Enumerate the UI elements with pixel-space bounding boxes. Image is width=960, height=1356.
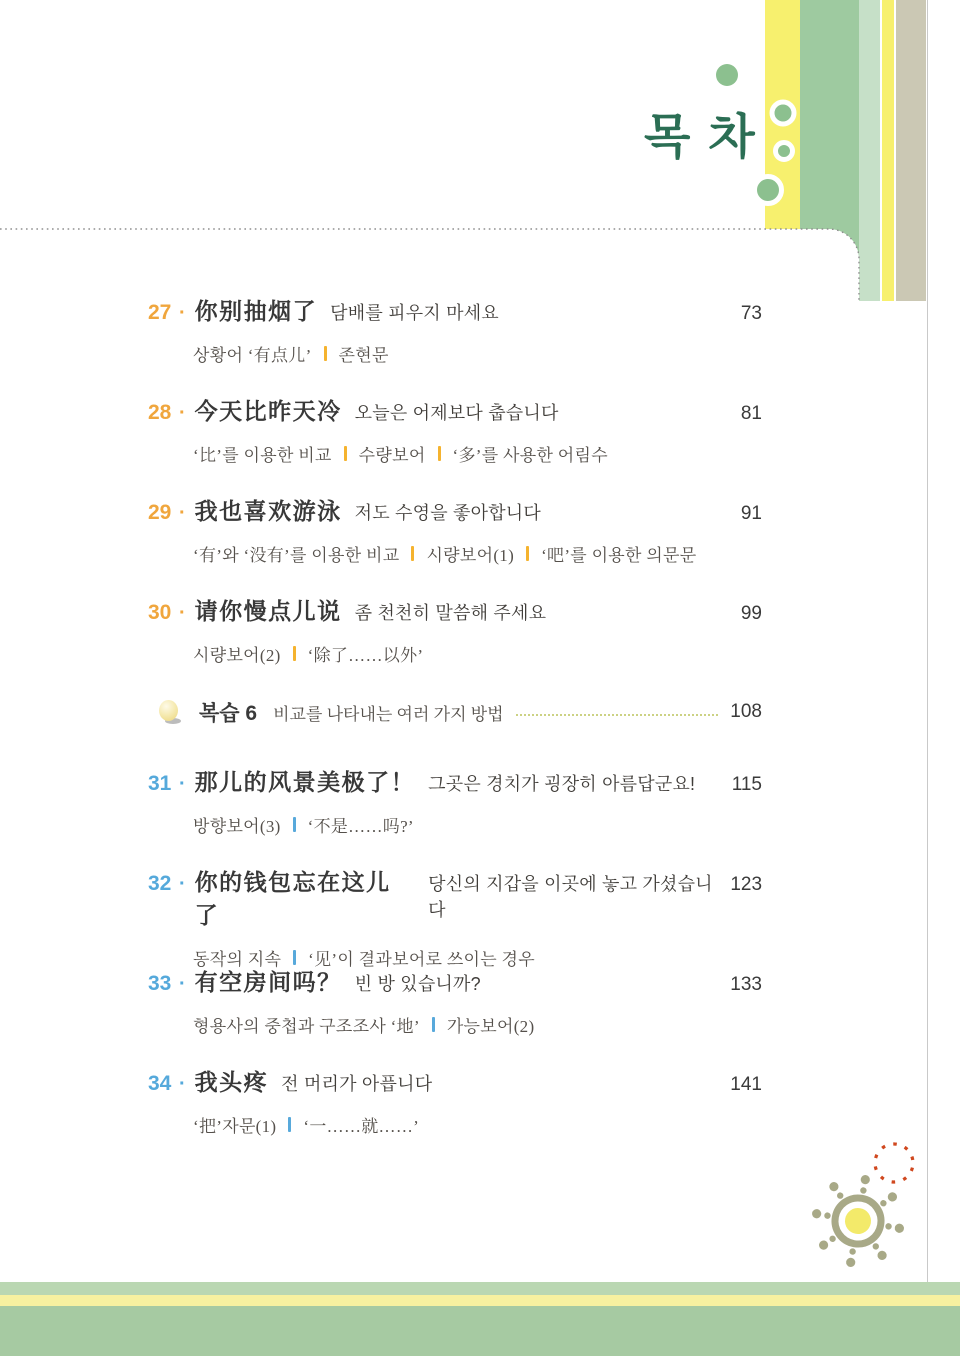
grammar-item: ‘一……就……’ <box>303 1117 420 1136</box>
grammar-item: 시량보어(1) <box>426 546 515 565</box>
separator-bar <box>293 646 296 661</box>
entry-title-zh: 我头疼 <box>194 1069 269 1095</box>
separator-bar <box>288 1117 291 1132</box>
toc-entry <box>148 593 762 666</box>
entry-grammar <box>193 341 762 366</box>
entry-page: 133 <box>730 974 762 995</box>
grammar-item: ‘不是……吗?’ <box>307 817 414 836</box>
green-dot-icon <box>716 64 738 86</box>
entry-number: 31 <box>148 772 172 795</box>
dotted-leader <box>516 714 719 716</box>
entry-number: 34 <box>148 1072 172 1095</box>
toc-entry <box>148 1064 762 1137</box>
toc-entry-main-row <box>148 293 762 326</box>
grammar-item: ‘把’자문(1) <box>193 1117 277 1136</box>
entry-grammar <box>193 541 762 566</box>
entry-title-zh: 那儿的风景美极了！ <box>194 769 416 795</box>
separator-bar <box>344 446 347 461</box>
entry-bullet: · <box>179 402 186 424</box>
entry-grammar <box>193 641 762 666</box>
toc-entry-main-row <box>148 393 762 426</box>
entry-title-zh: 你的钱包忘在这儿了 <box>194 869 391 928</box>
sun-flower-icon <box>804 1167 912 1275</box>
entry-grammar <box>193 1112 762 1137</box>
entry-bullet: · <box>179 973 186 995</box>
entry-title-zh: 我也喜欢游泳 <box>194 498 342 524</box>
separator-bar <box>432 1017 435 1032</box>
page-edge-line <box>927 0 928 1282</box>
entry-title-zh: 今天比昨天冷 <box>194 398 342 424</box>
entry-number: 32 <box>148 872 172 895</box>
toc-entry-main-row <box>148 593 762 626</box>
separator-bar <box>411 546 414 561</box>
entry-bullet: · <box>179 773 186 795</box>
bottom-bar-yellow <box>0 1295 960 1306</box>
bottom-bar-green <box>0 1306 960 1356</box>
toc-entry-main-row <box>148 964 762 997</box>
toc-entry-main-row <box>148 493 762 526</box>
entry-number: 27 <box>148 301 172 324</box>
entry-page: 115 <box>731 774 762 795</box>
review-page: 108 <box>730 701 762 722</box>
entry-number: 29 <box>148 501 172 524</box>
separator-bar <box>293 950 296 965</box>
entry-title-ko: 오늘은 어제보다 춥습니다 <box>354 403 559 423</box>
entry-page: 73 <box>740 303 762 324</box>
grammar-item: 존현문 <box>338 346 389 365</box>
entry-bullet: · <box>179 502 186 524</box>
entry-bullet: · <box>179 873 186 895</box>
entry-title-zh: 请你慢点儿说 <box>194 598 342 624</box>
tan-stripe <box>896 0 926 301</box>
separator-bar <box>293 817 296 832</box>
entry-grammar <box>193 441 762 466</box>
toc-entry-main-row <box>148 1064 762 1097</box>
entry-bullet: · <box>179 302 186 324</box>
dotted-card-boundary <box>0 229 859 301</box>
entry-title-ko: 좀 천천히 말씀해 주세요 <box>354 603 547 623</box>
grammar-item: 상황어 ‘有点儿’ <box>193 346 312 365</box>
entry-number: 33 <box>148 972 172 995</box>
toc-entry <box>148 864 762 970</box>
entry-page: 91 <box>740 503 762 524</box>
grammar-item: 형용사의 중첩과 구조조사 ‘地’ <box>193 1017 420 1036</box>
entry-page: 141 <box>730 1074 762 1095</box>
grammar-item: 시량보어(2) <box>193 646 281 665</box>
bottom-right-ornament <box>800 1130 960 1290</box>
review-row <box>158 697 762 727</box>
toc-entry <box>148 493 762 566</box>
grammar-item: ‘多’를 사용한 어림수 <box>452 446 608 465</box>
grammar-item: ‘吧’를 이용한 의문문 <box>541 546 697 565</box>
top-right-stripes-decoration <box>0 0 960 320</box>
egg-icon-body <box>159 700 178 721</box>
entry-number: 30 <box>148 601 172 624</box>
grammar-item: ‘比’를 이용한 비교 <box>193 446 332 465</box>
entry-grammar <box>193 1012 762 1037</box>
entry-bullet: · <box>179 1073 186 1095</box>
entry-title-ko: 저도 수영을 좋아합니다 <box>354 503 541 523</box>
green-dot-icon <box>772 102 794 124</box>
grammar-item: 동작의 지속 <box>193 950 282 969</box>
entry-title-ko: 전 머리가 아픕니다 <box>281 1074 433 1094</box>
toc-entry-main-row <box>148 864 762 930</box>
toc-entry-main-row <box>148 764 762 797</box>
grammar-item: ‘有’와 ‘没有’를 이용한 비교 <box>193 546 400 565</box>
entry-title-ko: 빈 방 있습니까? <box>354 974 481 994</box>
entry-page: 81 <box>740 403 762 424</box>
separator-bar <box>324 346 327 361</box>
grammar-item: ‘见’이 결과보어로 쓰이는 경우 <box>308 950 535 969</box>
separator-bar <box>526 546 529 561</box>
entry-title-ko: 당신의 지갑을 이곳에 놓고 가셨습니다 <box>428 874 713 920</box>
grammar-item: 가능보어(2) <box>446 1017 535 1036</box>
green-stripe-medium <box>800 0 859 259</box>
review-description: 비교를 나타내는 여러 가지 방법 <box>273 704 504 724</box>
entry-number: 28 <box>148 401 172 424</box>
page-title: 목차 <box>644 111 773 164</box>
entry-title-zh: 你别抽烟了 <box>194 298 318 324</box>
grammar-item: 수량보어 <box>358 446 426 465</box>
toc-entry <box>148 393 762 466</box>
entry-bullet: · <box>179 602 186 624</box>
grammar-item: 방향보어(3) <box>193 817 281 836</box>
egg-icon <box>158 700 184 725</box>
entry-page: 99 <box>740 603 762 624</box>
toc-entry <box>148 764 762 837</box>
green-dot-icon <box>755 177 782 204</box>
yellow-stripe-thin <box>882 0 894 301</box>
entry-page: 123 <box>730 874 763 895</box>
grammar-item: ‘除了……以外’ <box>307 646 424 665</box>
green-dot-icon <box>776 143 793 160</box>
entry-title-ko: 그곳은 경치가 굉장히 아름답군요! <box>428 774 696 794</box>
toc-entry <box>148 293 762 366</box>
entry-title-ko: 담배를 피우지 마세요 <box>330 303 499 323</box>
toc-entry <box>148 964 762 1037</box>
separator-bar <box>438 446 441 461</box>
review-label: 복습 6 <box>199 702 258 725</box>
bottom-bar-light-green <box>0 1282 960 1295</box>
entry-grammar <box>193 812 762 837</box>
entry-title-zh: 有空房间吗？ <box>194 969 342 995</box>
green-stripe-light <box>859 0 880 301</box>
red-dashed-circle-icon <box>871 1140 917 1186</box>
